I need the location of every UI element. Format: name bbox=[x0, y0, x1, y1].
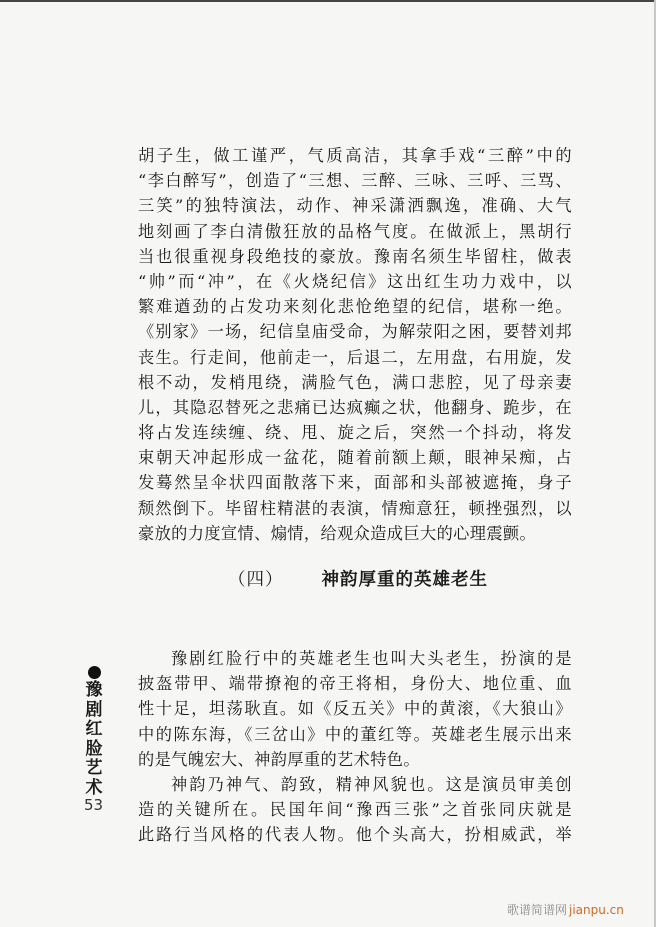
section-title: 神韵厚重的英雄老生 bbox=[321, 570, 488, 590]
text-line: 《别家》一场，纪信皇庙受命，为解荥阳之困，要替刘邦 bbox=[138, 322, 572, 342]
paragraph-2-3 bbox=[138, 646, 572, 848]
watermark-url: jianpu.cn bbox=[569, 903, 624, 917]
text-line: 三笑”的独特演法，动作、神采潇洒飘逸，准确、大气 bbox=[138, 196, 572, 216]
text-line: 豪放的力度宣情、煽情，给观众造成巨大的心理震颤。 bbox=[138, 523, 537, 543]
text-line: 中的陈东海，《三岔山》中的董红等。英雄老生展示出来 bbox=[138, 724, 572, 744]
text-line: 繁难遒劲的占发功来刻化悲怆绝望的纪信，堪称一绝。 bbox=[138, 297, 572, 317]
text-line: 束朝天冲起形成一盆花，随着前额上颠，眼神呆痴，占 bbox=[138, 448, 572, 468]
book-title-vertical: 豫剧红脸艺术 bbox=[85, 680, 103, 798]
text-line: 根不动，发梢甩绕，满脸气色，满口悲腔，见了母亲妻 bbox=[138, 372, 572, 392]
page-number: 53 bbox=[84, 796, 104, 814]
paragraph-1 bbox=[138, 143, 572, 546]
text-line: 当也很重视身段绝技的豪放。豫南名须生毕留柱，做表 bbox=[138, 246, 572, 266]
watermark-site-name: 歌谱简谱网 bbox=[507, 903, 568, 917]
section-number: （四） bbox=[228, 570, 284, 590]
running-side-title bbox=[82, 666, 106, 798]
section-heading bbox=[228, 566, 488, 594]
text-line: “帅”而“冲”，在《火烧纪信》这出红生功力戏中，以 bbox=[138, 271, 572, 291]
text-line: 将占发连续缠、绕、甩、旋之后，突然一个抖动，将发 bbox=[138, 423, 572, 443]
text-line: 披盔带甲、端带撩袍的帝王将相，身份大、地位重、血 bbox=[138, 674, 572, 694]
text-line: 造的关键所在。民国年间“豫西三张”之首张同庆就是 bbox=[138, 800, 572, 820]
text-line: 颓然倒下。毕留柱精湛的表演，情痴意狂，顿挫强烈，以 bbox=[138, 498, 572, 518]
text-line: 发蓦然呈伞状四面散落下来，面部和头部被遮掩，身子 bbox=[138, 473, 572, 493]
text-line: 豫剧红脸行中的英雄老生也叫大头老生，扮演的是 bbox=[171, 649, 572, 668]
text-line: 地刻画了李白清傲狂放的品格气度。在做派上，黑胡行 bbox=[138, 221, 572, 241]
text-line: 此路行当风格的代表人物。他个头高大，扮相威武，举 bbox=[138, 825, 572, 845]
page-top-edge bbox=[0, 0, 656, 2]
text-line: 的是气魄宏大、神韵厚重的艺术特色。 bbox=[138, 749, 420, 769]
watermark bbox=[507, 901, 624, 918]
text-line: 胡子生，做工谨严，气质高洁，其拿手戏“三醉”中的 bbox=[138, 146, 572, 165]
text-line: 丧生。行走间，他前走一，后退二，左用盘，右用旋，发 bbox=[138, 347, 572, 367]
filled-circle-icon bbox=[88, 666, 101, 679]
text-line: 神韵乃神气、韵致，精神风貌也。这是演员审美创 bbox=[171, 774, 572, 794]
text-line: 性十足，坦荡耿直。如《反五关》中的黄滚，《大狼山》 bbox=[138, 699, 572, 719]
text-line: “李白醉写”，创造了“三想、三醉、三咏、三呼、三骂、 bbox=[138, 171, 572, 191]
text-line: 儿，其隐忍替死之悲痛已达疯癫之状，他翻身、跪步，在 bbox=[138, 397, 572, 417]
